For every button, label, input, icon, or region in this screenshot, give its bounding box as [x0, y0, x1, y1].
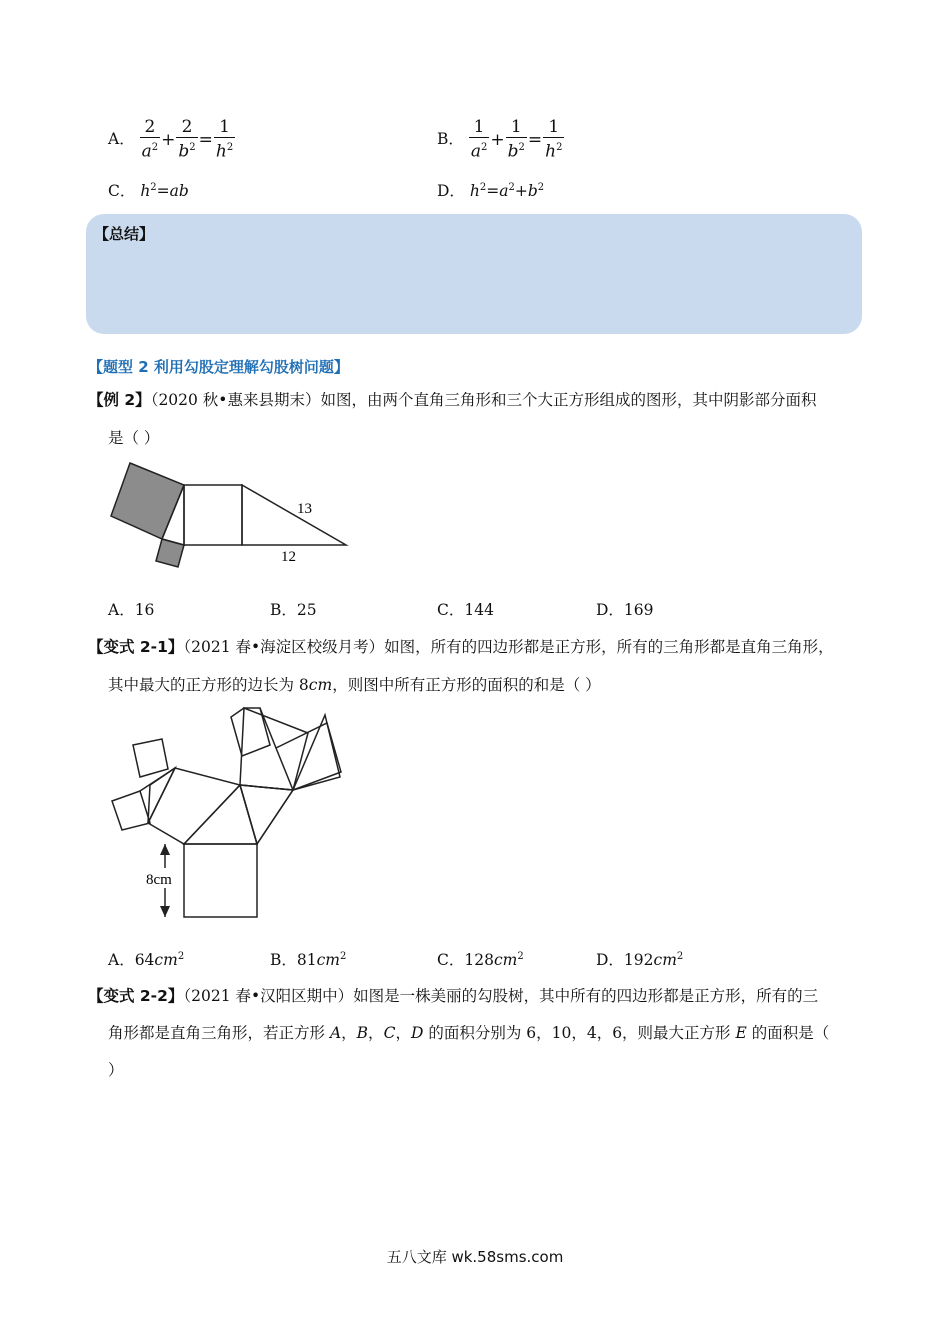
variant-tag: 【变式 2-1】 — [88, 638, 184, 656]
exponent: 2 — [479, 182, 487, 193]
numerator: 2 — [144, 117, 156, 137]
fraction — [176, 118, 197, 162]
arrow-up-icon — [160, 844, 170, 855]
variable-b: b — [527, 182, 538, 201]
fraction — [469, 118, 490, 162]
exponent: 2 — [480, 142, 488, 153]
fraction — [543, 118, 564, 162]
shaded-square-large — [111, 463, 184, 539]
option-b-label: B． — [437, 129, 464, 148]
separator: ， — [368, 1024, 384, 1042]
variant-text: 其中最大的正方形的边长为 8 — [108, 676, 309, 694]
exponent: 2 — [340, 951, 347, 962]
variant-tag: 【变式 2-2】 — [88, 987, 184, 1005]
summary-title: 【总结】 — [94, 225, 155, 243]
left-square — [148, 768, 240, 844]
choice-a: A．16 — [108, 601, 155, 619]
choice-label: A．64 — [108, 951, 155, 970]
numerator: 1 — [219, 117, 230, 137]
separator: ， — [395, 1024, 411, 1042]
numerator: 2 — [181, 117, 193, 137]
equals-sign: = — [156, 182, 170, 201]
square-b: B — [356, 1024, 369, 1042]
variable-h: h — [140, 182, 151, 201]
option-d-label: D． — [437, 182, 465, 201]
numerator: 1 — [473, 117, 485, 137]
variant-text: （2021 春•海淀区校级月考）如图，所有的四边形都是正方形，所有的三角形都是直角三角形， — [183, 638, 834, 656]
option-b — [437, 118, 564, 162]
fraction — [214, 118, 235, 162]
label-base: 12 — [281, 549, 296, 565]
numerator: 1 — [548, 117, 560, 137]
exponent: 2 — [537, 182, 545, 193]
exponent: 2 — [189, 142, 196, 153]
left-bottom-square — [112, 791, 150, 830]
example-2-line1 — [88, 389, 816, 411]
exponent: 2 — [508, 182, 515, 193]
pythagoras-tree-figure — [100, 705, 360, 930]
unit: cm — [316, 951, 341, 970]
exponent: 2 — [556, 142, 563, 153]
choice-c: C．144 — [437, 601, 494, 619]
arrow-down-icon — [160, 906, 170, 917]
variant-text: 角形都是直角三角形，若正方形 — [108, 1024, 330, 1042]
triangle — [240, 785, 293, 844]
choice-b: B．25 — [270, 601, 317, 619]
variable-ab: ab — [169, 182, 189, 201]
exponent: 2 — [150, 182, 157, 193]
variant-2-1-line1 — [88, 636, 834, 658]
separator: ， — [341, 1024, 357, 1042]
option-c-label: C． — [108, 182, 136, 201]
choice-c — [437, 946, 524, 971]
example-tag: 【例 2】 — [88, 391, 151, 409]
variant-text: 的面积分别为 6，10，4，6，则最大正方形 — [423, 1024, 736, 1042]
variant-2-2-line3: ） — [108, 1061, 124, 1079]
middle-square — [184, 485, 242, 545]
variant-text: （2021 春•汉阳区期中）如图是一株美丽的勾股树，其中所有的四边形都是正方形，所有的三 — [183, 987, 819, 1005]
triangle — [184, 785, 257, 844]
plus-sign: + — [514, 182, 528, 201]
square-d: D — [410, 1024, 424, 1042]
square-e: E — [735, 1024, 747, 1042]
choice-d — [596, 946, 683, 971]
unit: cm — [493, 951, 518, 970]
plus-sign: + — [161, 129, 176, 150]
variant-text: 的面积是（ — [746, 1024, 830, 1042]
exponent: 2 — [226, 142, 234, 153]
exponent: 2 — [177, 951, 185, 962]
fraction — [140, 118, 161, 162]
side-length-label: 8cm — [146, 872, 172, 888]
large-triangle — [242, 485, 346, 545]
unit: cm — [154, 951, 178, 970]
plus-sign: + — [490, 129, 505, 150]
choice-b — [270, 946, 346, 971]
footer-watermark: 五八文库 wk.58sms.com — [386, 1248, 564, 1266]
exponent: 2 — [151, 142, 159, 153]
example-2-line2: 是（ ） — [108, 429, 160, 447]
base-square — [184, 844, 257, 917]
denominator: h — [545, 141, 557, 162]
exponent: 2 — [676, 951, 684, 962]
exponent: 2 — [517, 951, 524, 962]
left-top-square — [133, 739, 168, 777]
variant-text: ，则图中所有正方形的面积的和是（ ） — [332, 676, 601, 694]
choice-d: D．169 — [596, 601, 654, 619]
denominator: b — [178, 141, 190, 162]
option-c — [108, 177, 189, 202]
fraction — [506, 118, 527, 162]
variable-h: h — [469, 182, 480, 201]
choice-label: B．81 — [270, 951, 317, 970]
variable-a: a — [499, 182, 509, 201]
summary-box — [86, 214, 862, 334]
section-heading: 【题型 2 利用勾股定理解勾股树问题】 — [88, 358, 349, 376]
variant-2-1-line2 — [108, 674, 601, 696]
denominator: h — [215, 141, 227, 162]
variant-2-2-line2 — [108, 1022, 829, 1044]
choice-label: D．192 — [596, 951, 654, 970]
edge — [260, 708, 276, 748]
equals-sign: = — [486, 182, 500, 201]
equals-sign: = — [527, 129, 543, 150]
numerator: 1 — [510, 117, 522, 137]
unit: cm — [308, 676, 333, 694]
equals-sign: = — [198, 129, 213, 150]
unit: cm — [653, 951, 677, 970]
example-2-figure — [100, 455, 370, 585]
option-a-label: A． — [108, 129, 135, 148]
option-d — [437, 177, 544, 202]
label-hypotenuse: 13 — [297, 501, 312, 517]
choice-a — [108, 946, 184, 971]
square-c: C — [383, 1024, 396, 1042]
option-a — [108, 118, 235, 162]
denominator: a — [470, 141, 481, 162]
variant-2-2-line1 — [88, 985, 818, 1007]
exponent: 2 — [518, 142, 525, 153]
example-text: （2020 秋•惠来县期末）如图，由两个直角三角形和三个大正方形组成的图形，其中阴影部分面积 — [150, 391, 817, 409]
denominator: b — [507, 141, 519, 162]
square-a: A — [329, 1024, 342, 1042]
denominator: a — [141, 141, 152, 162]
choice-label: C．128 — [437, 951, 494, 970]
triangle — [293, 715, 340, 790]
